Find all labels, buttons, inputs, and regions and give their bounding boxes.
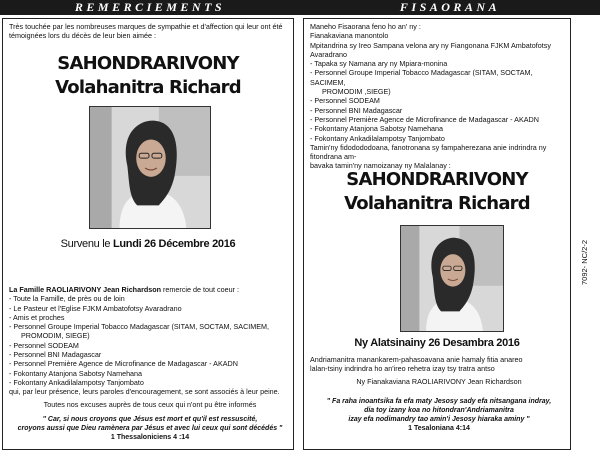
list-item: - Personnel Première Agence de Microfinance de Madagascar - AKADN xyxy=(9,359,238,369)
list-item: - Personnel Première Agence de Microfinance de Madagascar - AKADN xyxy=(310,114,539,124)
list-item: qui, par leur présence, leurs paroles d'encouragement, se sont associés à leur peine. xyxy=(9,387,280,397)
apology-line: Andriamanitra manankarem-pahasoavana anie hamaly fitia anareo xyxy=(310,355,523,364)
header-banner xyxy=(0,0,600,15)
list-item: - Personnel Groupe Imperial Tobacco Madagascar (SITAM, SOCTAM, SACIMEM, xyxy=(310,68,533,87)
family-line xyxy=(9,285,291,294)
quote-line: dia toy izany koa no hitondran'Andriamanitra xyxy=(364,407,514,414)
portrait-illustration xyxy=(401,226,503,331)
quote-line: croyons aussi que Dieu ramènera par Jésus et avec lui ceux qui sont décédés " xyxy=(17,425,283,432)
list-item: Fianakaviana manontolo xyxy=(310,31,389,41)
malagasy-notice-panel xyxy=(303,18,571,450)
deceased-given-names: Volahanitra Richard xyxy=(344,193,530,214)
signer: Ny Fianakaviana RAOLIARIVONY Jean Richardson xyxy=(356,376,522,386)
date-of-death: Ny Alatsinainy 26 Desambra 2016 xyxy=(354,337,520,349)
deceased-given-names: Volahanitra Richard xyxy=(55,77,241,98)
list-item: bavaka tamin'ny namoizanay ny Malalanay : xyxy=(310,161,451,171)
list-item: - Personnel Groupe Imperial Tobacco Madagascar (SITAM, SOCTAM, SACIMEM, xyxy=(9,322,270,332)
list-item: PROMODIM ,SIEGE) xyxy=(322,87,391,97)
list-item: - Le Pasteur et l'Eglise FJKM Ambatofotsy Avaradrano xyxy=(9,303,182,313)
bible-quote xyxy=(310,397,568,433)
list-item: - Personnel SODEAM xyxy=(310,96,380,106)
french-notice-panel xyxy=(2,18,294,450)
list-item: - Tapaka sy Namana ary ny Mpiara-monina xyxy=(310,59,448,69)
quote-line: " Car, si nous croyons que Jésus est mort et qu'il est ressuscité, xyxy=(42,416,258,423)
apology-text xyxy=(310,355,568,386)
deceased-surname: SAHONDRARIVONY xyxy=(57,53,239,74)
date-value: Lundi 26 Décembre 2016 xyxy=(112,238,236,250)
list-item: - Fokontany Atanjona Sabotsy Namehana xyxy=(9,368,143,378)
quote-line: " Fa raha inoantsika fa efa maty Jesosy sady efa nitsangana indray, xyxy=(326,398,552,405)
thanks-list-malagasy xyxy=(310,22,568,171)
list-item: - Toute la Famille, de près ou de loin xyxy=(9,294,125,304)
list-item: Mpitandrina sy Ireo Sampana velona ary ny Fiangonana FJKM Ambatofotsy Avaradrano xyxy=(310,40,551,59)
apology-line: lalan-tsiny indrindra ho an'ireo rehetra izay tsy tratra antso xyxy=(310,364,495,374)
list-item: Tamin'ny fidodododoana, fanotronana sy fampaherezana anie indrindra ny fitondrana am- xyxy=(310,142,547,162)
thanks-list xyxy=(9,285,291,409)
portrait-illustration xyxy=(90,107,210,228)
bible-quote xyxy=(9,415,291,442)
deceased-surname: SAHONDRARIVONY xyxy=(346,169,528,190)
banner-title-remerciements: REMERCIEMENTS xyxy=(74,0,226,14)
list-item: - Fokontany Ankadilalampotsy Tanjombato xyxy=(310,133,445,143)
portrait-photo xyxy=(400,225,504,332)
list-item: - Fokontany Ankadilalampotsy Tanjombato xyxy=(9,377,144,387)
list-item: - Fokontany Atanjona Sabotsy Namehana xyxy=(310,124,444,134)
quote-reference: 1 Tesaloniana 4:14 xyxy=(408,425,470,432)
closing-note: Toutes nos excuses auprès de tous ceux qui n'ont pu être informés xyxy=(43,399,257,409)
intro-text: Très touchée par les nombreuses marques de sympathie et d'affection qui leur ont été témoignées lors du décès de leur bien aimée : xyxy=(9,22,283,41)
reference-code: 7092- NC/2-2 xyxy=(580,239,589,285)
list-item: - Amis et proches xyxy=(9,312,65,322)
list-item: - Personnel BNI Madagascar xyxy=(310,105,403,115)
family-name: La Famille RAOLIARIVONY Jean Richardson xyxy=(9,285,162,294)
family-rest: remercie de tout coeur : xyxy=(161,285,239,294)
date-prefix: Survenu le xyxy=(60,238,113,250)
list-item: PROMODIM, SIEGE) xyxy=(21,331,90,341)
list-item: - Personnel BNI Madagascar xyxy=(9,350,102,360)
banner-title-fisaorana: FISAORANA xyxy=(399,0,501,14)
portrait-photo xyxy=(89,106,211,229)
quote-reference: 1 Thessaloniciens 4 :14 xyxy=(110,434,190,441)
list-item: - Personnel SODEAM xyxy=(9,340,79,350)
date-of-death xyxy=(3,238,293,250)
quote-line: izay efa nodimandry tao amin'i Jesosy hiaraka aminy " xyxy=(348,416,530,423)
list-item: Maneho Fisaorana feno ho an' ny : xyxy=(310,22,421,31)
